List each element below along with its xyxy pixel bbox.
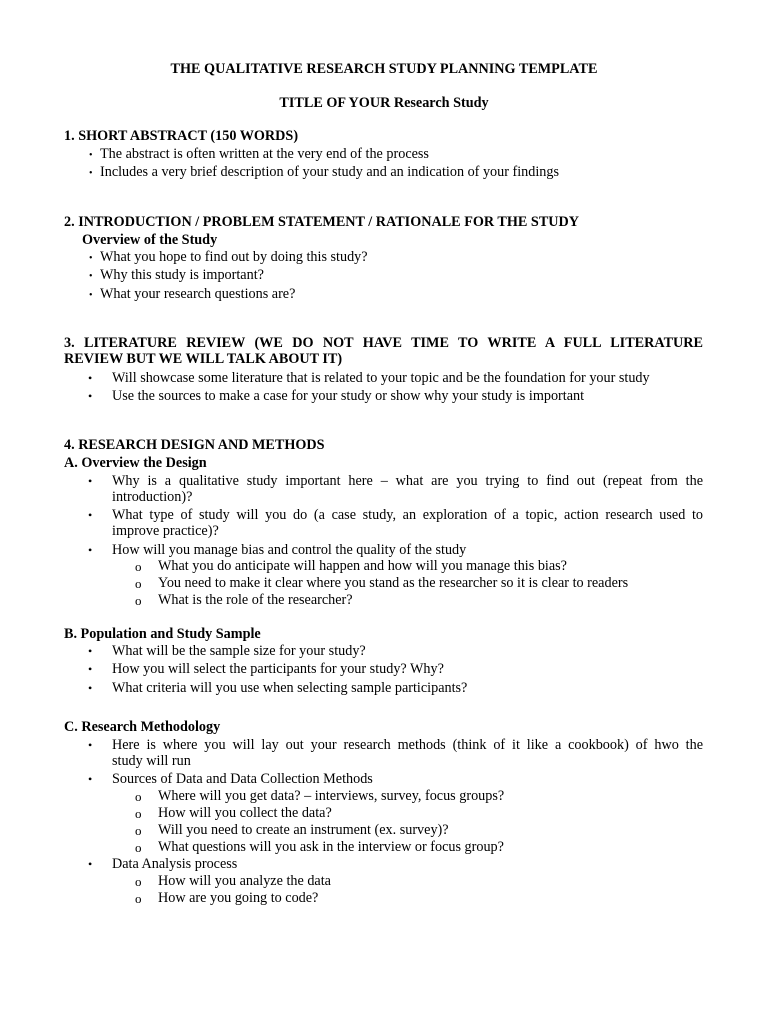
sub-bullet-icon: o [135,789,142,804]
list-item: How you will select the participants for your study? Why? [112,661,444,677]
section-3-heading: 3. LITERATURE REVIEW (WE DO NOT HAVE TIME TO WRITE A FULL LITERATURE [64,335,703,351]
section-3-heading-continued: REVIEW BUT WE WILL TALK ABOUT IT) [64,351,343,367]
list-item: How will you manage bias and control the quality of the study [112,542,467,558]
document-subtitle: TITLE OF YOUR Research Study [279,95,489,111]
list-item: Why is a qualitative study important here – what are you trying to find out (repeat from the [112,473,703,489]
bullet-icon: • [88,681,93,695]
bullet-icon: • [88,474,93,488]
list-item: Data Analysis process [112,856,238,872]
list-item-continued: introduction)? [112,489,193,505]
bullet-icon: • [89,150,93,161]
sub-list-item: How will you analyze the data [158,873,331,889]
list-item: Use the sources to make a case for your study or show why your study is important [112,388,585,404]
section-4-heading: 4. RESEARCH DESIGN AND METHODS [64,437,325,453]
bullet-icon: • [89,253,93,264]
bullet-icon: • [88,389,93,403]
sub-bullet-icon: o [135,840,142,855]
sub-bullet-icon: o [135,891,142,906]
sub-bullet-icon: o [135,593,142,608]
sub-bullet-icon: o [135,806,142,821]
sub-bullet-icon: o [135,559,142,574]
list-item: What type of study will you do (a case study, an exploration of a topic, action research used to [112,507,703,523]
bullet-icon: • [88,662,93,676]
sub-list-item: Where will you get data? – interviews, survey, focus groups? [158,788,505,804]
list-item: What criteria will you use when selecting sample participants? [112,680,468,696]
sub-bullet-icon: o [135,874,142,889]
sub-list-item: How will you collect the data? [158,805,332,821]
list-item: Here is where you will lay out your research methods (think of it like a cookbook) of hwo the [112,737,703,753]
bullet-icon: • [88,543,93,557]
sub-list-item: How are you going to code? [158,890,319,906]
list-item: What you hope to find out by doing this study? [100,249,368,265]
bullet-icon: • [89,271,93,282]
bullet-icon: • [88,857,93,871]
bullet-icon: • [89,290,93,301]
list-item: Will showcase some literature that is related to your topic and be the foundation for your study [112,370,650,386]
section-2-subheading: Overview of the Study [82,232,218,248]
bullet-icon: • [88,772,93,786]
list-item: Sources of Data and Data Collection Methods [112,771,373,787]
sub-list-item: You need to make it clear where you stand as the researcher so it is clear to readers [158,575,629,591]
list-item: What your research questions are? [100,286,296,302]
part-b-heading: B. Population and Study Sample [64,626,261,642]
bullet-icon: • [89,168,93,179]
document-title: THE QUALITATIVE RESEARCH STUDY PLANNING TEMPLATE [170,61,598,77]
list-item: Why this study is important? [100,267,264,283]
sub-list-item: What you do anticipate will happen and how will you manage this bias? [158,558,567,574]
part-a-heading: A. Overview the Design [64,455,207,471]
section-1-heading: 1. SHORT ABSTRACT (150 WORDS) [64,128,299,144]
list-item: The abstract is often written at the very end of the process [100,146,429,162]
part-c-heading: C. Research Methodology [64,719,221,735]
list-item: Includes a very brief description of your study and an indication of your findings [100,164,560,180]
bullet-icon: • [88,644,93,658]
sub-list-item: Will you need to create an instrument (ex. survey)? [158,822,449,838]
section-2-heading: 2. INTRODUCTION / PROBLEM STATEMENT / RATIONALE FOR THE STUDY [64,214,580,230]
bullet-icon: • [88,738,93,752]
list-item-continued: study will run [112,753,191,769]
sub-bullet-icon: o [135,823,142,838]
bullet-icon: • [88,371,93,385]
bullet-icon: • [88,508,93,522]
list-item-continued: improve practice)? [112,523,219,539]
list-item: What will be the sample size for your study? [112,643,366,659]
sub-bullet-icon: o [135,576,142,591]
sub-list-item: What is the role of the researcher? [158,592,353,608]
sub-list-item: What questions will you ask in the interview or focus group? [158,839,504,855]
